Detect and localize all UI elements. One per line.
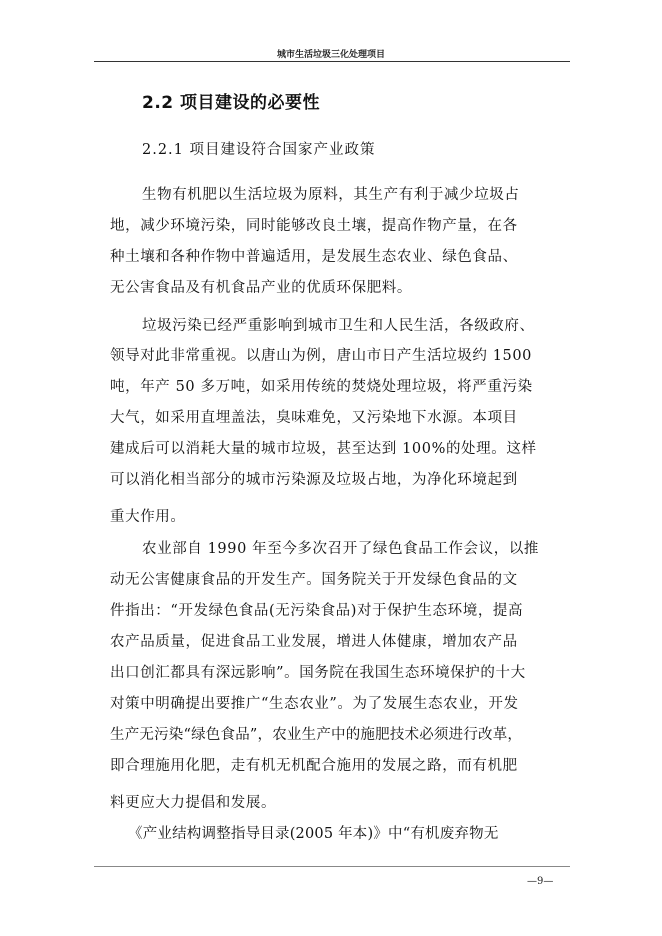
body-line: 生产无污染“绿色食品”，农业生产中的施肥技术必须进行改革， (110, 727, 523, 743)
body-line: 无公害食品及有机食品产业的优质环保肥料。 (110, 280, 412, 296)
body-line: 大气，如采用直埋盖法，臭味难免，又污染地下水源。本项目 (110, 410, 518, 426)
body-line: 重大作用。 (110, 509, 186, 525)
body-line: 农产品质量，促进食品工业发展，增进人体健康，增加农产品 (110, 634, 518, 650)
body-line: 地，减少环境污染，同时能够改良土壤，提高作物产量，在各 (110, 218, 518, 234)
page-number: —9— (527, 876, 554, 887)
body-line: 料更应大力提倡和发展。 (110, 795, 277, 811)
subsection-heading: 2.2.1 项目建设符合国家产业政策 (142, 142, 376, 158)
footer-divider (94, 866, 570, 867)
body-line: 领导对此非常重视。以唐山为例，唐山市日产生活垃圾约 1500 (110, 348, 533, 364)
body-line: 农业部自 1990 年至今多次召开了绿色食品工作会议，以推 (142, 541, 540, 557)
body-line: 即合理施用化肥，走有机无机配合施用的发展之路，而有机肥 (110, 758, 518, 774)
body-line: 种土壤和各种作物中普遍适用，是发展生态农业、绿色食品、 (110, 249, 518, 265)
body-line: 件指出：“开发绿色食品(无污染食品)对于保护生态环境，提高 (110, 603, 524, 619)
body-line: 动无公害健康食品的开发生产。国务院关于开发绿色食品的文 (110, 572, 518, 588)
body-line: 吨，年产 50 多万吨，如采用传统的焚烧处理垃圾，将严重污染 (110, 379, 533, 395)
header-divider (94, 61, 570, 62)
body-line: 生物有机肥以生活垃圾为原料，其生产有利于减少垃圾占 (142, 187, 520, 203)
body-line: 对策中明确提出要推广“生态农业”。为了发展生态农业，开发 (110, 696, 519, 712)
running-header-title: 城市生活垃圾三化处理项目 (276, 50, 385, 60)
body-line: 垃圾污染已经严重影响到城市卫生和人民生活，各级政府、 (142, 318, 535, 334)
body-line: 出口创汇都具有深远影响”。国务院在我国生态环境保护的十大 (110, 665, 526, 681)
body-line: 可以消化相当部分的城市污染源及垃圾占地，为净化环境起到 (110, 472, 518, 488)
body-line: 建成后可以消耗大量的城市垃圾，甚至达到 100%的处理。这样 (110, 441, 537, 457)
body-line: 《产业结构调整指导目录(2005 年本)》中“有机废弃物无 (128, 826, 499, 842)
section-heading: 2.2 项目建设的必要性 (142, 93, 321, 113)
